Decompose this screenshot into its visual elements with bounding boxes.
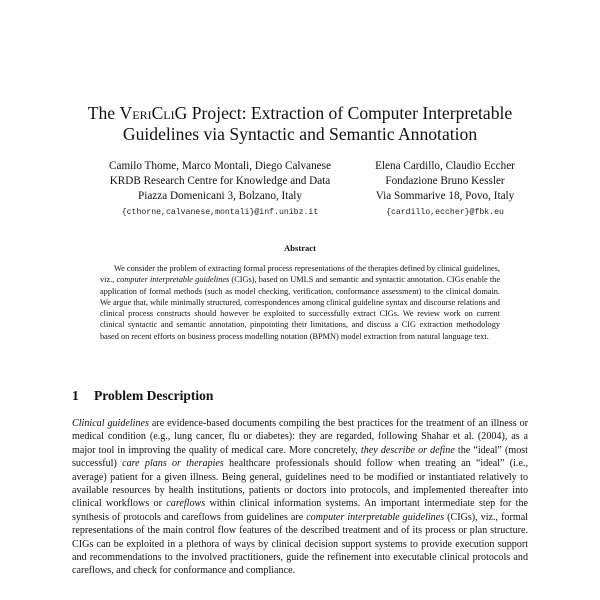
author-block-unibz [70, 159, 370, 220]
author-affiliation: KRDB Research Centre for Knowledge and Data [109, 175, 331, 188]
paper-title [40, 103, 560, 145]
author-block-fbk [350, 159, 540, 220]
body-paragraph: Clinical guidelines are evidence-based documents compiling the best practices for the treatment of an illness or medical condition (e.g., lung cancer, flu or diabetes): they are regarded, following Shahar et al. (2004), as a major tool in improving the quality of medical care. More concretely, they describe or define the “ideal” (most successful) care plans or therapies healthcare professionals should follow when treating an “ideal” (i.e., average) patient for a given illness. Being general, guidelines need to be modified or instantiated relatively to available resources by health institutions, patients or doctors into protocols, and implemented thereafter into clinical workflows or careflows within clinical information systems. An important intermediate step for the synthesis of protocols and careflows from guidelines are computer interpretable guidelines (CIGs), viz., formal representations of the main control flow features of the described treatment and of its process or plan structure. CIGs can be exploited in a plethora of ways by clinical decision support systems to provide execution support and recommendations to the involved practitioners, guide the refinement into executable clinical protocols and careflows, and check for conformance and compliance. [72, 418, 528, 577]
abstract-heading: Abstract [284, 243, 316, 253]
author-names: Camilo Thome, Marco Montali, Diego Calvanese [109, 160, 331, 172]
section-title: Problem Description [94, 388, 214, 403]
section-heading [72, 388, 213, 404]
author-email: {cthorne,calvanese,montali}@inf.unibz.it [121, 207, 319, 217]
author-address: Piazza Domenicani 3, Bolzano, Italy [137, 190, 303, 203]
section-number: 1 [72, 388, 79, 403]
title-line-1: The VeriCliG Project: Extraction of Computer Interpretable [87, 103, 513, 123]
author-address: Via Sommarive 18, Povo, Italy [375, 190, 515, 203]
author-email: {cardillo,eccher}@fbk.eu [386, 207, 504, 217]
author-affiliation: Fondazione Bruno Kessler [385, 175, 505, 188]
abstract-body: We consider the problem of extracting formal process representations of the therapies defined by clinical guidelines, viz., computer interpretable guidelines (CIGs), based on UMLS and semantic and syntactic annotation. CIGs enable the application of formal methods (such as model checking, verification, conformance assessment) to the clinical domain. We argue that, while minimally structured, correspondences among clinical guideline syntax and discourse relations and clinical process constructs should however be exploited to successfully extract CIGs. We review work on current clinical syntactic and semantic annotation, pinpointing their limitations, and discuss a CIG extraction methodology based on recent efforts on business process modelling notation (BPMN) model extraction from natural language text. [100, 264, 500, 341]
author-names: Elena Cardillo, Claudio Eccher [375, 160, 515, 172]
project-name: VeriCliG [119, 103, 188, 123]
title-line-2: Guidelines via Syntactic and Semantic Annotation [122, 124, 478, 144]
